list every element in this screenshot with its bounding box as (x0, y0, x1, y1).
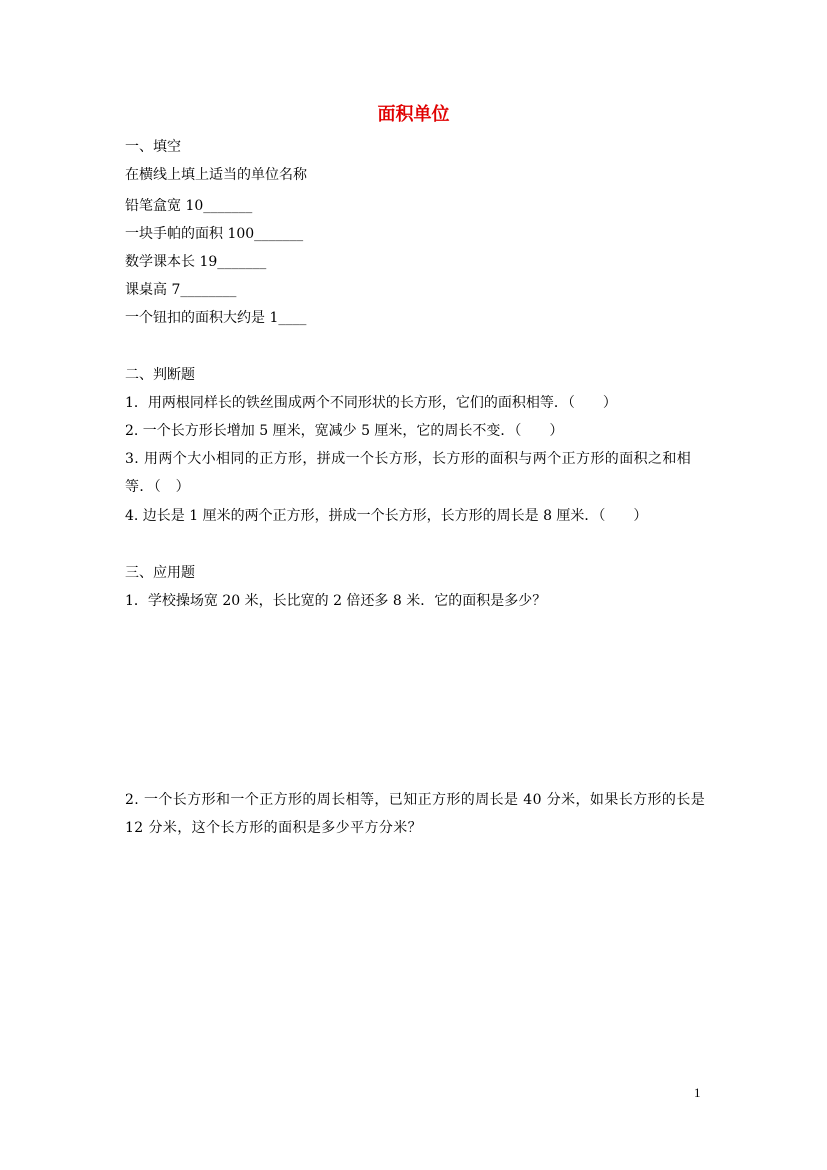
fill-blank-item: 一块手帕的面积 100_______ (125, 226, 304, 242)
page-number: 1 (694, 1085, 701, 1100)
section-1-heading: 一、填空 (125, 139, 181, 155)
true-false-item: 4. 边长是 1 厘米的两个正方形，拼成一个长方形，长方形的周长是 8 厘米．（ ） (125, 508, 648, 524)
word-problem-item: 2. 一个长方形和一个正方形的周长相等，已知正方形的周长是 40 分米，如果长方形的长是 12 分米，这个长方形的面积是多少平方分米？ (125, 792, 706, 836)
page-title: 面积单位 (377, 104, 450, 125)
word-problem-item: 1．学校操场宽 20 米，长比宽的 2 倍还多 8 米．它的面积是多少？ (125, 593, 547, 609)
true-false-item: 3. 用两个大小相同的正方形，拼成一个长方形，长方形的面积与两个正方形的面积之和相等．（ ） (125, 451, 692, 495)
fill-blank-item: 铅笔盒宽 10_______ (125, 198, 253, 214)
fill-blank-item: 课桌高 7________ (125, 282, 237, 298)
section-3-heading: 三、应用题 (125, 565, 195, 581)
section-1-instruction: 在横线上填上适当的单位名称 (125, 167, 307, 183)
section-2-heading: 二、判断题 (125, 367, 195, 383)
fill-blank-item: 一个钮扣的面积大约是 1____ (125, 310, 307, 326)
fill-blank-item: 数学课本长 19_______ (125, 254, 267, 270)
true-false-item: 2. 一个长方形长增加 5 厘米，宽减少 5 厘米，它的周长不变．（ ） (125, 423, 564, 439)
true-false-item: 1．用两根同样长的铁丝围成两个不同形状的长方形，它们的面积相等．（ ） (125, 395, 617, 411)
